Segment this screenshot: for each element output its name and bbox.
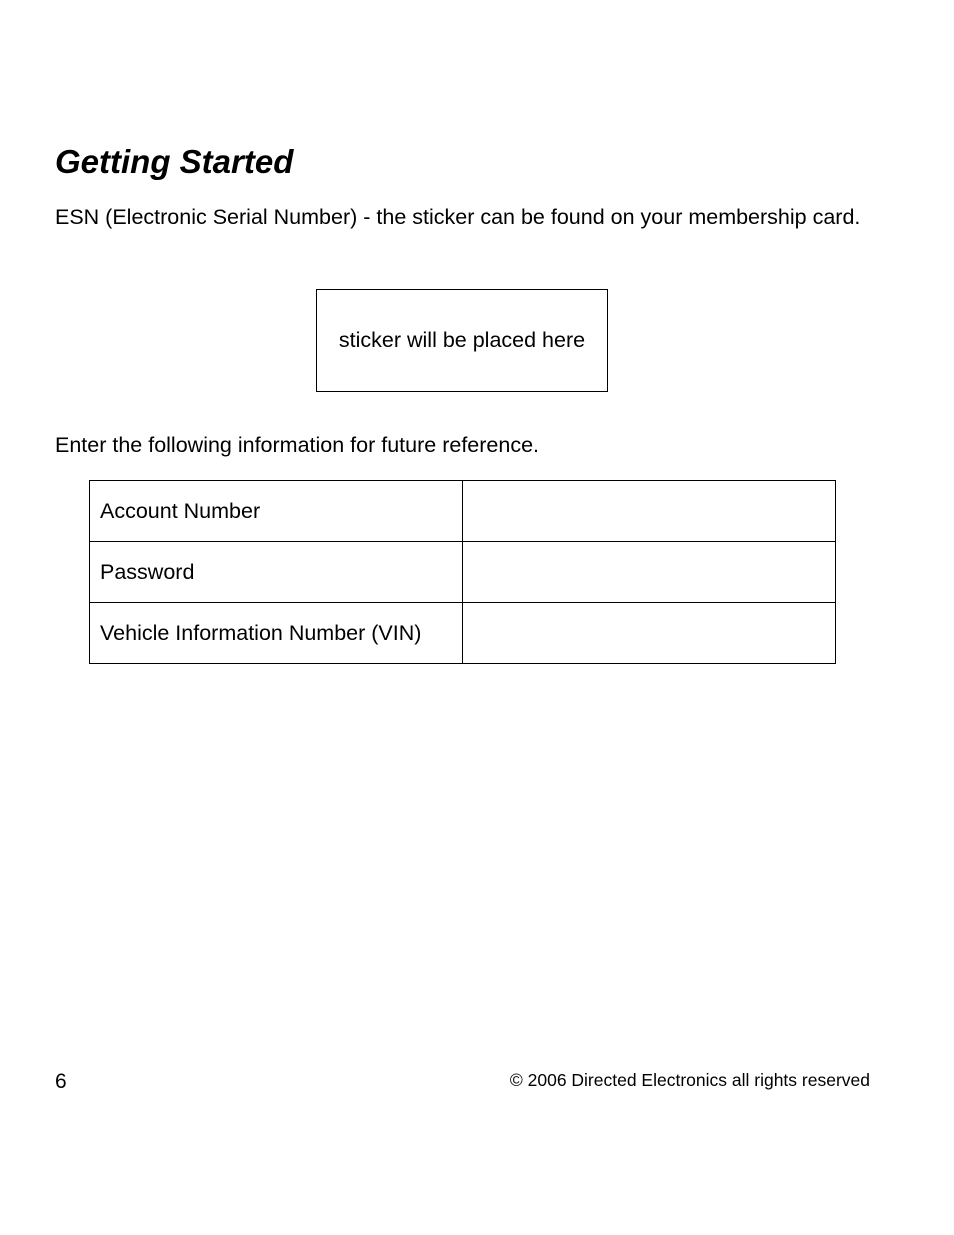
sticker-placeholder-text: sticker will be placed here <box>338 328 586 352</box>
reference-info-table <box>89 480 836 664</box>
password-field[interactable] <box>462 542 835 603</box>
table-row-password <box>90 542 836 603</box>
copyright-notice: © 2006 Directed Electronics all rights reserved <box>509 1070 870 1090</box>
table-row-account-number <box>90 481 836 542</box>
vin-label: Vehicle Information Number (VIN) <box>90 603 463 664</box>
instructions-text: Enter the following information for future reference. <box>55 433 540 457</box>
account-number-field[interactable] <box>462 481 835 542</box>
page-number: 6 <box>55 1070 67 1093</box>
esn-intro-text: ESN (Electronic Serial Number) - the sticker can be found on your membership card. <box>55 205 861 229</box>
account-number-label: Account Number <box>90 481 463 542</box>
password-label: Password <box>90 542 463 603</box>
table-row-vin <box>90 603 836 664</box>
vin-field[interactable] <box>462 603 835 664</box>
page-title: Getting Started <box>55 143 294 180</box>
esn-sticker-box <box>316 289 608 392</box>
